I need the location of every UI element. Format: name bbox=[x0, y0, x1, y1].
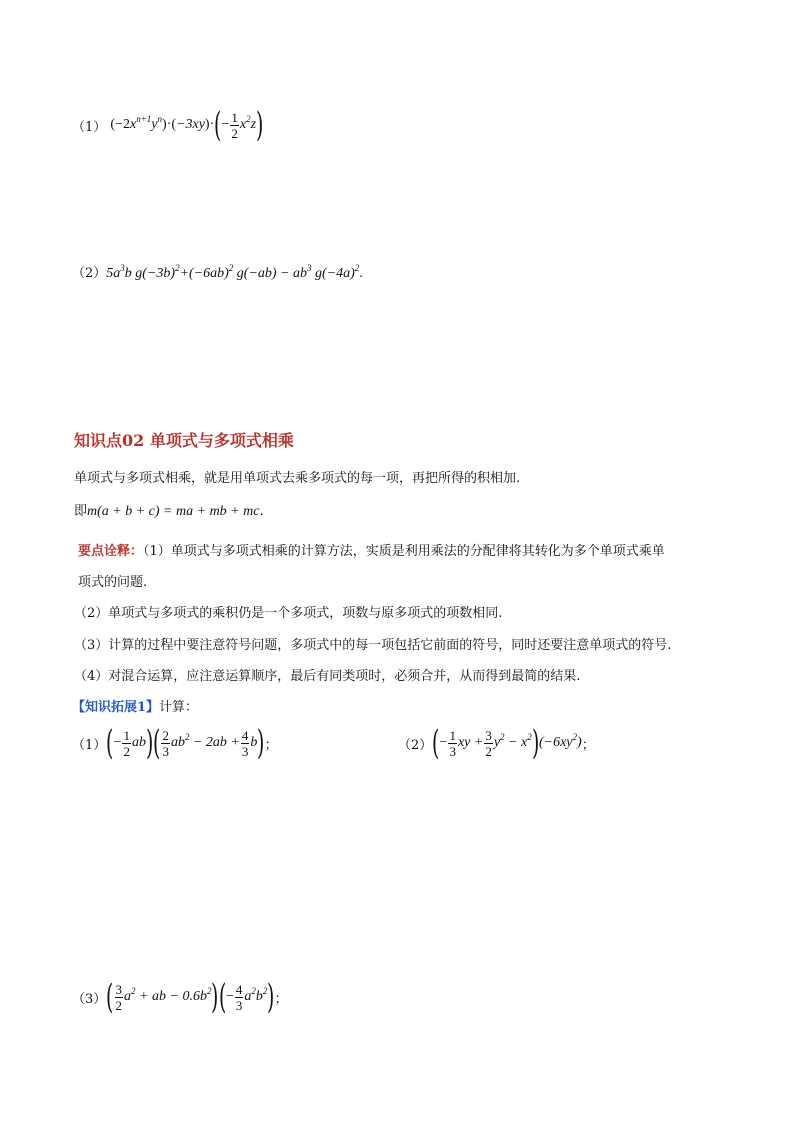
problem-2 bbox=[72, 262, 363, 282]
key-point-4: （4）对混合运算，应注意运算顺序，最后有同类项时，必须合并，从而得到最简的结果. bbox=[74, 669, 581, 684]
fraction: $\frac{1}{2}$ bbox=[231, 109, 238, 141]
key-point-1: 要点诠释：（1）单项式与多项式相乘的计算方法，实质是利用乘法的分配律将其转化为多个单项式乘单 bbox=[78, 544, 665, 559]
key-point-3: （3）计算的过程中要注意符号问题，多项式中的每一项包括它前面的符号，同时还要注意单项式的符号. bbox=[74, 638, 672, 653]
section-heading: 知识点02 单项式与多项式相乘 bbox=[74, 431, 294, 450]
fraction: $\frac{3}{2}$ bbox=[485, 727, 492, 759]
formula-line: 即m(a + b + c) = ma + mb + mc. bbox=[74, 504, 264, 519]
fraction: $\frac{2}{3}$ bbox=[162, 727, 169, 759]
example-label: 【知识拓展1】 bbox=[72, 700, 160, 715]
distributive-formula: m(a + b + c) = ma + mb + mc bbox=[87, 504, 260, 519]
exercise-3: （3）( $\frac{3}{2}$ $a^2$ + ab − $0.6b^2)(-$ $\frac{4}{3}$ $a^2b^2$)； bbox=[72, 977, 288, 1017]
problem-2-expression: $5a^3b$ $g(-3b)^2+(-6ab)^2$ $g(-ab) - ab^3$ $g(-4a)^2$. bbox=[106, 263, 363, 281]
fraction: $\frac{4}{3}$ bbox=[235, 981, 243, 1013]
definition-text: 单项式与多项式相乘，就是用单项式去乘多项式的每一项，再把所得的积相加. bbox=[74, 471, 521, 486]
exercise-2: （2）(− $\frac{1}{3}$ xy + $\frac{3}{2}$ $y^2 - x^2)(-6xy^2)$； bbox=[398, 723, 595, 763]
key-point-2: （2）单项式与多项式的乘积仍是一个多项式，项数与原多项式的项数相同. bbox=[74, 606, 503, 621]
fraction: $\frac{4}{3}$ bbox=[241, 727, 249, 759]
problem-1-expression: $(-2x^{n+1}y^n)\cdot(-3xy)\cdot$ bbox=[110, 114, 215, 132]
problem-1: （1） $(-2x^{n+1}y^n)\cdot(-3xy)\cdot(-$ $\frac{1}{2}$ $x^2z$) bbox=[72, 105, 264, 145]
key-point-1-cont: 项式的问题. bbox=[78, 575, 148, 590]
key-points-label: 要点诠释： bbox=[78, 544, 144, 559]
fraction: $\frac{1}{2}$ bbox=[123, 727, 130, 759]
problem-2-label: （2） bbox=[72, 266, 107, 281]
fraction: $\frac{1}{3}$ bbox=[449, 727, 456, 759]
problem-1-label: （1） bbox=[72, 119, 107, 135]
example-line: 【知识拓展1】计算： bbox=[72, 700, 199, 715]
fraction: $\frac{3}{2}$ bbox=[115, 981, 123, 1013]
exercise-1: （1）(− $\frac{1}{2}$ ab)( $\frac{2}{3}$ $ab^2 - 2ab$ + $\frac{4}{3}$ b)； bbox=[72, 723, 278, 763]
